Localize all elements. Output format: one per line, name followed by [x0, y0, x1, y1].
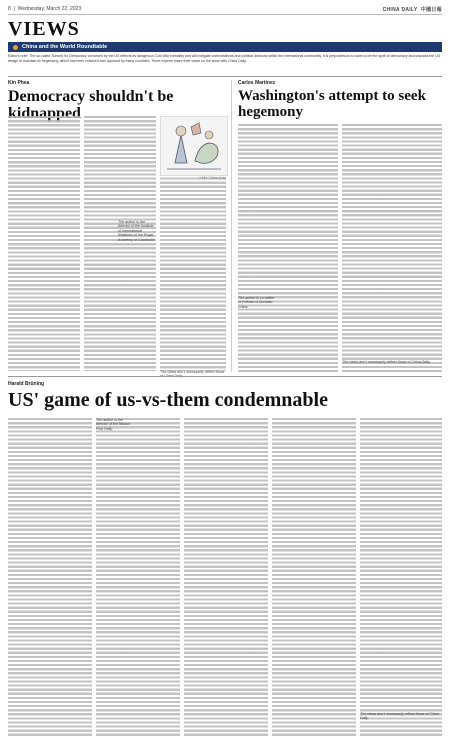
editors-note: Editor's note: The so-called Summit for Democracy convened by the US reflects its dangerous Cold War mentality and will instigate confrontations and political divisions within the international community. It is preposterous to claim to be the spirit of democracy and unpacks the US design to maintain its hegemony, which has been criticized and opposed by many countries. Three experts share their views on the issue with China Daily. — [8, 54, 441, 63]
byline-carlos-martinez: Carlos Martinez — [238, 80, 276, 86]
section-title: VIEWS — [8, 18, 80, 40]
editorial-cartoon — [160, 116, 228, 176]
author-note-carlos-martinez: The author is co-editor of Friends of Socialist China. — [238, 296, 274, 309]
column-divider — [231, 80, 232, 372]
article-divider — [8, 376, 442, 377]
author-note-kin-phea: The author is the director of the Institute of International Relations of the Royal Academy of Cambodia. — [118, 220, 156, 242]
article2-col1 — [238, 124, 338, 372]
article3-col4 — [272, 418, 356, 736]
article1-col2 — [84, 116, 156, 371]
article3-col1 — [8, 418, 92, 736]
byline-harald-bruning: Harald Brüning — [8, 381, 45, 387]
cartoon-caption: Li Min / China Daily — [198, 176, 226, 180]
page-header-bar — [8, 4, 442, 15]
page-number-and-date: 8 | Wednesday, March 22, 2023 — [8, 6, 82, 12]
section-header — [8, 18, 442, 40]
headline-washington-hegemony: Washington's attempt to seek hegemony — [238, 88, 426, 121]
publication-brand: CHINA DAILY 中國日報 — [382, 6, 442, 13]
article3-col3 — [184, 418, 268, 736]
banner-label: China and the World Roundtable — [22, 44, 108, 50]
footer-note-b: The views don't necessarily reflect those of China Daily. — [342, 360, 431, 364]
headline-democracy-kidnapped: Democracy shouldn't be kidnapped — [8, 88, 174, 123]
byline-kin-phea: Kin Phea — [8, 80, 30, 86]
banner-dot-icon — [13, 45, 18, 50]
article2-col2 — [342, 124, 442, 372]
article3-col5 — [360, 418, 442, 736]
footer-note-a: The views don't necessarily reflect those — [160, 370, 225, 374]
article1-col1 — [8, 116, 80, 371]
headline-us-vs-them: US' game of us-vs-them condemnable — [8, 389, 328, 411]
author-note-harald-bruning: The author is the director of the Macao Post Daily. — [96, 418, 130, 431]
roundtable-banner — [8, 42, 442, 52]
article3-col2 — [96, 418, 180, 736]
footer-note-c: The views don't necessarily reflect those of China Daily. — [360, 712, 439, 721]
section-divider — [8, 76, 442, 77]
cartoon-illustration — [161, 117, 227, 175]
